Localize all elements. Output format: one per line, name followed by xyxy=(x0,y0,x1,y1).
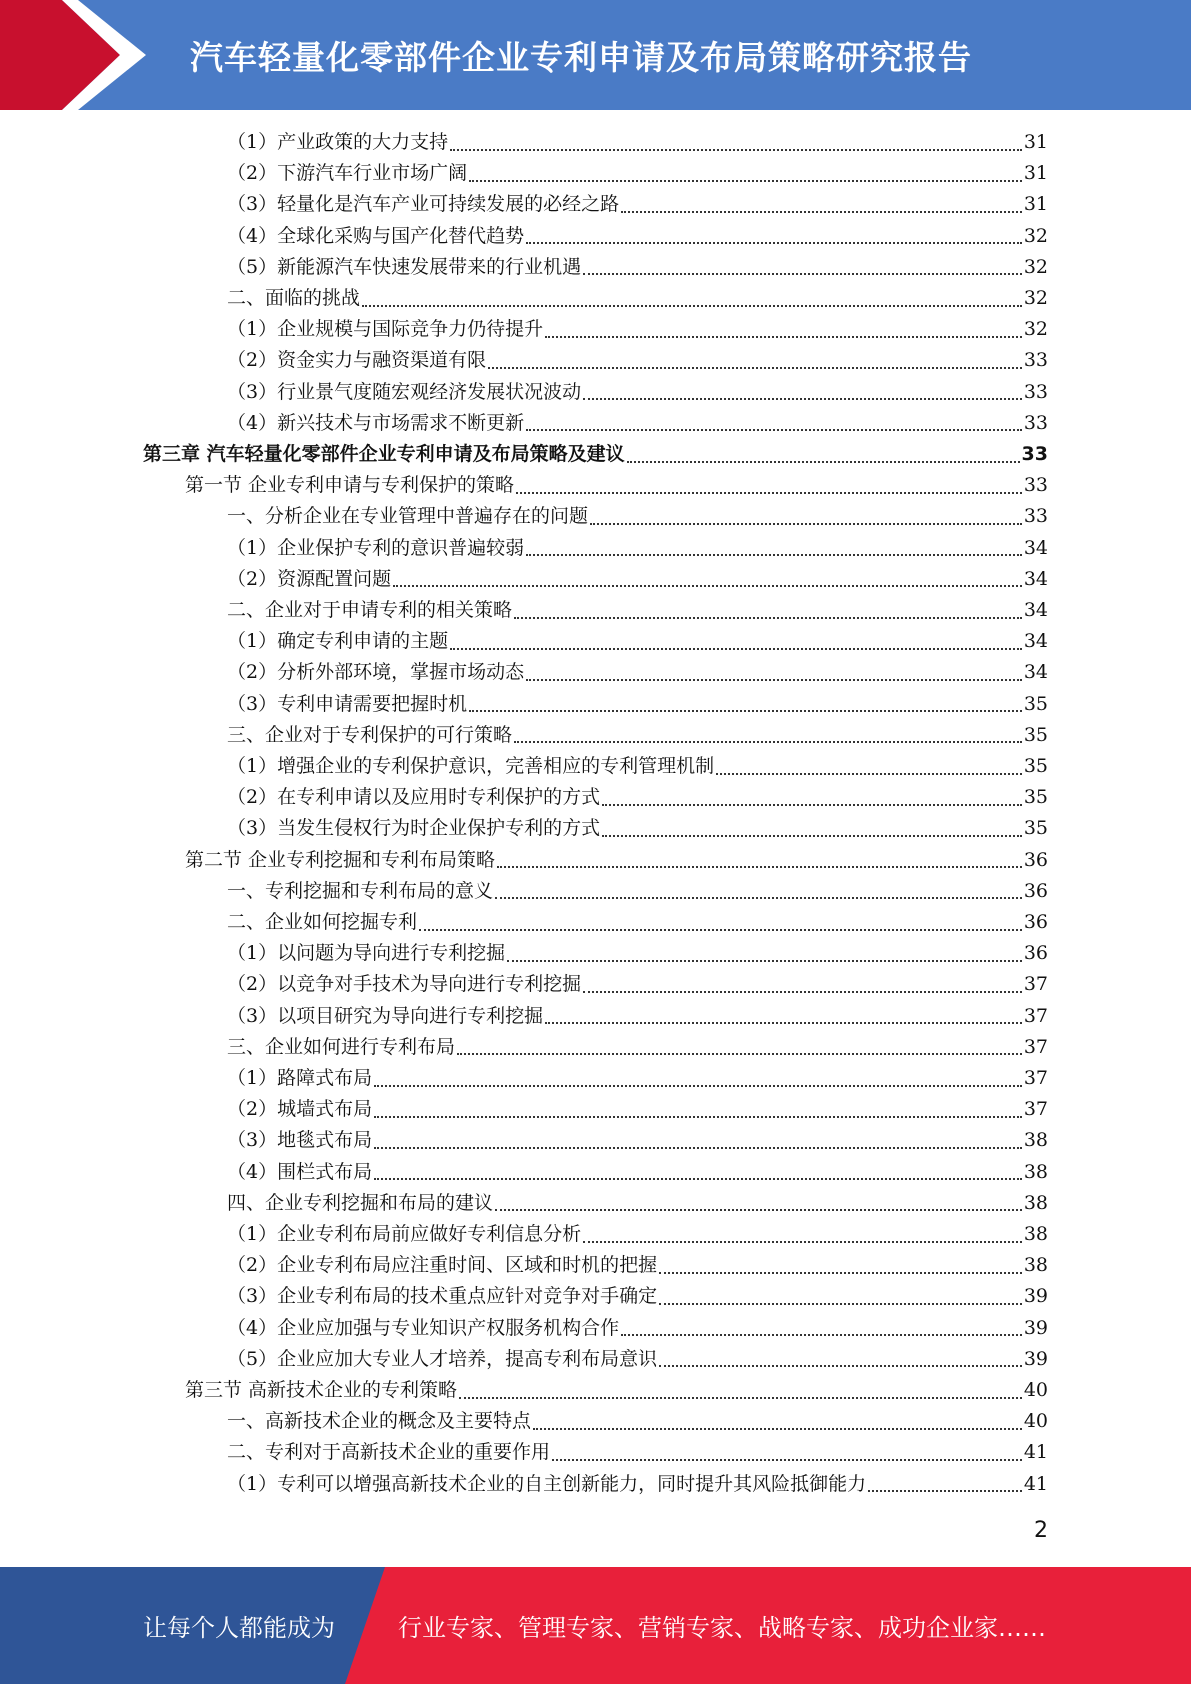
toc-entry[interactable] xyxy=(227,252,1048,283)
toc-entry[interactable] xyxy=(185,470,1048,501)
toc-entry-page: 40 xyxy=(1023,1410,1048,1433)
toc-entry[interactable] xyxy=(227,501,1048,532)
toc-entry[interactable] xyxy=(227,938,1048,969)
toc-leader-dots xyxy=(374,1178,1022,1180)
toc-entry[interactable] xyxy=(227,720,1048,751)
toc-entry-page: 38 xyxy=(1023,1160,1048,1183)
toc-entry[interactable] xyxy=(227,657,1048,688)
toc-entry-title: （3）当发生侵权行为时企业保护专利的方式 xyxy=(227,817,601,840)
report-title: 汽车轻量化零部件企业专利申请及布局策略研究报告 xyxy=(190,37,972,77)
toc-entry[interactable] xyxy=(227,595,1048,626)
toc-entry-page: 33 xyxy=(1023,411,1048,434)
toc-entry-title: 第二节 企业专利挖掘和专利布局策略 xyxy=(185,848,496,871)
toc-entry[interactable] xyxy=(227,689,1048,720)
toc-leader-dots xyxy=(526,429,1022,431)
toc-entry-page: 40 xyxy=(1023,1379,1048,1401)
toc-entry[interactable] xyxy=(227,314,1048,345)
toc-leader-dots xyxy=(621,211,1022,213)
toc-leader-dots xyxy=(533,1428,1022,1430)
toc-entry-page: 34 xyxy=(1023,599,1048,621)
toc-entry-page: 36 xyxy=(1023,942,1048,965)
toc-leader-dots xyxy=(602,804,1022,806)
toc-entry-title: 二、企业对于申请专利的相关策略 xyxy=(227,599,513,621)
toc-entry[interactable] xyxy=(227,1437,1048,1468)
toc-leader-dots xyxy=(590,523,1022,525)
toc-leader-dots xyxy=(514,617,1022,619)
toc-leader-dots xyxy=(552,1459,1022,1461)
toc-entry-title: （5）新能源汽车快速发展带来的行业机遇 xyxy=(227,255,582,278)
toc-leader-dots xyxy=(659,1303,1022,1305)
toc-leader-dots xyxy=(621,1334,1022,1336)
toc-entry[interactable] xyxy=(143,439,1048,470)
toc-leader-dots xyxy=(469,180,1022,182)
toc-entry[interactable] xyxy=(227,1094,1048,1125)
toc-entry-title: （4）企业应加强与专业知识产权服务机构合作 xyxy=(227,1316,620,1339)
toc-leader-dots xyxy=(583,398,1022,400)
toc-entry[interactable] xyxy=(227,1406,1048,1437)
toc-entry-title: 三、企业如何进行专利布局 xyxy=(227,1035,456,1058)
toc-entry[interactable] xyxy=(227,751,1048,782)
toc-leader-dots xyxy=(450,149,1022,151)
toc-entry[interactable] xyxy=(227,1344,1048,1375)
toc-leader-dots xyxy=(602,835,1022,837)
toc-entry-page: 41 xyxy=(1023,1472,1048,1495)
toc-entry-page: 31 xyxy=(1023,131,1048,153)
toc-entry-page: 35 xyxy=(1023,755,1048,777)
toc-entry[interactable] xyxy=(227,1001,1048,1032)
toc-leader-dots xyxy=(419,929,1022,931)
toc-leader-dots xyxy=(450,648,1022,650)
toc-entry-title: 第一节 企业专利申请与专利保护的策略 xyxy=(185,474,515,497)
toc-entry[interactable] xyxy=(227,782,1048,813)
toc-leader-dots xyxy=(526,679,1022,681)
toc-entry[interactable] xyxy=(185,845,1048,876)
toc-entry-page: 34 xyxy=(1023,630,1048,653)
toc-entry-title: （1）企业保护专利的意识普遍较弱 xyxy=(227,536,525,559)
toc-leader-dots xyxy=(495,1209,1022,1211)
toc-entry-page: 38 xyxy=(1023,1254,1048,1277)
toc-entry[interactable] xyxy=(227,345,1048,376)
toc-entry[interactable] xyxy=(227,1219,1048,1250)
toc-entry-page: 39 xyxy=(1023,1316,1048,1339)
toc-entry[interactable] xyxy=(227,907,1048,938)
toc-leader-dots xyxy=(514,741,1022,743)
toc-entry-page: 38 xyxy=(1023,1129,1048,1152)
toc-entry-title: 三、企业对于专利保护的可行策略 xyxy=(227,723,513,746)
toc-entry-title: （2）企业专利布局应注重时间、区域和时机的把握 xyxy=(227,1254,658,1277)
toc-entry-title: （1）企业规模与国际竞争力仍待提升 xyxy=(227,318,544,341)
toc-entry-title: （4）新兴技术与市场需求不断更新 xyxy=(227,411,525,434)
toc-leader-dots xyxy=(457,1053,1022,1055)
toc-entry-title: （1）专利可以增强高新技术企业的自主创新能力，同时提升其风险抵御能力 xyxy=(227,1472,867,1495)
toc-entry[interactable] xyxy=(227,1469,1048,1500)
toc-entry-page: 31 xyxy=(1023,193,1048,216)
toc-entry-page: 37 xyxy=(1023,1035,1048,1058)
toc-entry-page: 39 xyxy=(1023,1347,1048,1370)
toc-entry-page: 38 xyxy=(1023,1223,1048,1245)
header-arrow-decoration xyxy=(0,0,160,110)
toc-entry-title: 二、企业如何挖掘专利 xyxy=(227,911,418,933)
toc-entry[interactable] xyxy=(227,626,1048,657)
toc-entry[interactable] xyxy=(227,1125,1048,1156)
toc-entry-page: 33 xyxy=(1023,474,1048,497)
toc-entry-page: 34 xyxy=(1023,536,1048,559)
toc-entry-page: 39 xyxy=(1023,1285,1048,1308)
toc-entry-page: 41 xyxy=(1023,1441,1048,1464)
toc-entry-title: （2）资金实力与融资渠道有限 xyxy=(227,349,487,372)
toc-entry-title: （2）以竞争对手技术为导向进行专利挖掘 xyxy=(227,973,582,996)
toc-entry-page: 34 xyxy=(1023,661,1048,684)
toc-entry[interactable] xyxy=(227,564,1048,595)
toc-entry-page: 33 xyxy=(1021,443,1048,465)
toc-entry[interactable] xyxy=(227,1188,1048,1219)
toc-leader-dots xyxy=(497,866,1022,868)
toc-entry-title: 一、专利挖掘和专利布局的意义 xyxy=(227,879,494,902)
toc-entry[interactable] xyxy=(227,876,1048,907)
toc-leader-dots xyxy=(659,1272,1022,1274)
toc-leader-dots xyxy=(868,1490,1022,1492)
toc-entry-title: （1）增强企业的专利保护意识，完善相应的专利管理机制 xyxy=(227,755,715,777)
toc-entry[interactable] xyxy=(185,1375,1048,1406)
toc-entry-title: （2）分析外部环境，掌握市场动态 xyxy=(227,661,525,684)
toc-entry[interactable] xyxy=(227,127,1048,158)
footer-slogan-right: 行业专家、管理专家、营销专家、战略专家、成功企业家…… xyxy=(398,1614,1046,1642)
toc-entry-title: （4）全球化采购与国产化替代趋势 xyxy=(227,224,525,247)
toc-entry-page: 32 xyxy=(1023,255,1048,278)
toc-entry-page: 34 xyxy=(1023,567,1048,590)
toc-leader-dots xyxy=(374,1085,1022,1087)
toc-entry-title: （3）专利申请需要把握时机 xyxy=(227,692,468,715)
toc-leader-dots xyxy=(583,1241,1022,1243)
toc-entry-title: 第三章 汽车轻量化零部件企业专利申请及布局策略及建议 xyxy=(143,443,625,465)
toc-leader-dots xyxy=(716,773,1022,775)
toc-entry[interactable] xyxy=(227,221,1048,252)
toc-leader-dots xyxy=(545,1022,1022,1024)
toc-entry[interactable] xyxy=(227,1281,1048,1312)
toc-entry-title: （2）资源配置问题 xyxy=(227,567,392,590)
toc-leader-dots xyxy=(583,273,1022,275)
toc-leader-dots xyxy=(374,1116,1022,1118)
toc-entry[interactable] xyxy=(227,1313,1048,1344)
toc-entry-page: 36 xyxy=(1023,879,1048,902)
toc-entry[interactable] xyxy=(227,1250,1048,1281)
toc-entry-title: 二、专利对于高新技术企业的重要作用 xyxy=(227,1441,551,1464)
toc-entry-page: 32 xyxy=(1023,287,1048,309)
toc-leader-dots xyxy=(374,1147,1022,1149)
toc-entry-title: （2）下游汽车行业市场广阔 xyxy=(227,162,468,185)
toc-entry-title: （4）围栏式布局 xyxy=(227,1160,373,1183)
toc-entry-page: 33 xyxy=(1023,349,1048,372)
toc-leader-dots xyxy=(495,897,1022,899)
toc-entry-title: （2）在专利申请以及应用时专利保护的方式 xyxy=(227,786,601,809)
toc-entry-page: 31 xyxy=(1023,162,1048,185)
toc-entry-title: （2）城墙式布局 xyxy=(227,1098,373,1121)
toc-entry-title: 四、企业专利挖掘和布局的建议 xyxy=(227,1191,494,1214)
page-footer xyxy=(0,1567,1191,1684)
toc-entry[interactable] xyxy=(227,158,1048,189)
toc-entry-title: （3）轻量化是汽车产业可持续发展的必经之路 xyxy=(227,193,620,216)
toc-leader-dots xyxy=(469,710,1022,712)
toc-entry-page: 36 xyxy=(1023,848,1048,871)
toc-entry[interactable] xyxy=(227,283,1048,314)
toc-entry-title: （1）以问题为导向进行专利挖掘 xyxy=(227,942,506,965)
toc-entry-title: （1）产业政策的大力支持 xyxy=(227,131,449,153)
toc-leader-dots xyxy=(545,336,1022,338)
toc-entry[interactable] xyxy=(227,1063,1048,1094)
toc-entry-title: 二、面临的挑战 xyxy=(227,287,361,309)
toc-entry[interactable] xyxy=(227,1032,1048,1063)
toc-entry-page: 32 xyxy=(1023,318,1048,341)
toc-leader-dots xyxy=(526,242,1022,244)
toc-entry-page: 37 xyxy=(1023,1098,1048,1121)
toc-entry-page: 35 xyxy=(1023,817,1048,840)
toc-leader-dots xyxy=(393,585,1022,587)
toc-entry-page: 37 xyxy=(1023,1067,1048,1089)
toc-entry-title: （1）路障式布局 xyxy=(227,1067,373,1089)
toc-entry-page: 37 xyxy=(1023,1004,1048,1027)
toc-entry-page: 36 xyxy=(1023,911,1048,933)
toc-entry-title: （3）行业景气度随宏观经济发展状况波动 xyxy=(227,380,582,403)
toc-entry-title: （3）企业专利布局的技术重点应针对竞争对手确定 xyxy=(227,1285,658,1308)
toc-entry[interactable] xyxy=(227,1157,1048,1188)
toc-leader-dots xyxy=(488,367,1022,369)
toc-entry-title: （5）企业应加大专业人才培养，提高专利布局意识 xyxy=(227,1347,658,1370)
page-number: 2 xyxy=(1034,1518,1048,1543)
toc-leader-dots xyxy=(627,461,1020,463)
toc-entry-page: 35 xyxy=(1023,692,1048,715)
toc-leader-dots xyxy=(659,1365,1022,1367)
toc-leader-dots xyxy=(507,960,1022,962)
toc-entry-title: 一、高新技术企业的概念及主要特点 xyxy=(227,1410,532,1433)
toc-entry-title: 一、分析企业在专业管理中普遍存在的问题 xyxy=(227,505,589,528)
toc-leader-dots xyxy=(526,554,1022,556)
toc-entry-page: 37 xyxy=(1023,973,1048,996)
toc-entry-title: （3）以项目研究为导向进行专利挖掘 xyxy=(227,1004,544,1027)
toc-entry[interactable] xyxy=(227,969,1048,1000)
page-header xyxy=(0,0,1191,110)
toc-entry-page: 32 xyxy=(1023,224,1048,247)
toc-entry[interactable] xyxy=(227,189,1048,220)
toc-leader-dots xyxy=(583,991,1022,993)
toc-entry-page: 35 xyxy=(1023,723,1048,746)
toc-entry-page: 33 xyxy=(1023,505,1048,528)
toc-entry[interactable] xyxy=(227,408,1048,439)
toc-entry-page: 38 xyxy=(1023,1191,1048,1214)
toc-entry[interactable] xyxy=(227,813,1048,844)
toc-entry[interactable] xyxy=(227,377,1048,408)
toc-leader-dots xyxy=(362,305,1022,307)
toc-entry-page: 35 xyxy=(1023,786,1048,809)
toc-entry-title: （1）确定专利申请的主题 xyxy=(227,630,449,653)
toc-entry-title: （1）企业专利布局前应做好专利信息分析 xyxy=(227,1223,582,1245)
toc-entry-title: （3）地毯式布局 xyxy=(227,1129,373,1152)
toc-leader-dots xyxy=(516,492,1022,494)
toc-entry-title: 第三节 高新技术企业的专利策略 xyxy=(185,1379,458,1401)
footer-slogan-left: 让每个人都能成为 xyxy=(143,1614,335,1642)
toc-entry[interactable] xyxy=(227,533,1048,564)
toc-entry-page: 33 xyxy=(1023,380,1048,403)
toc-leader-dots xyxy=(459,1397,1022,1399)
